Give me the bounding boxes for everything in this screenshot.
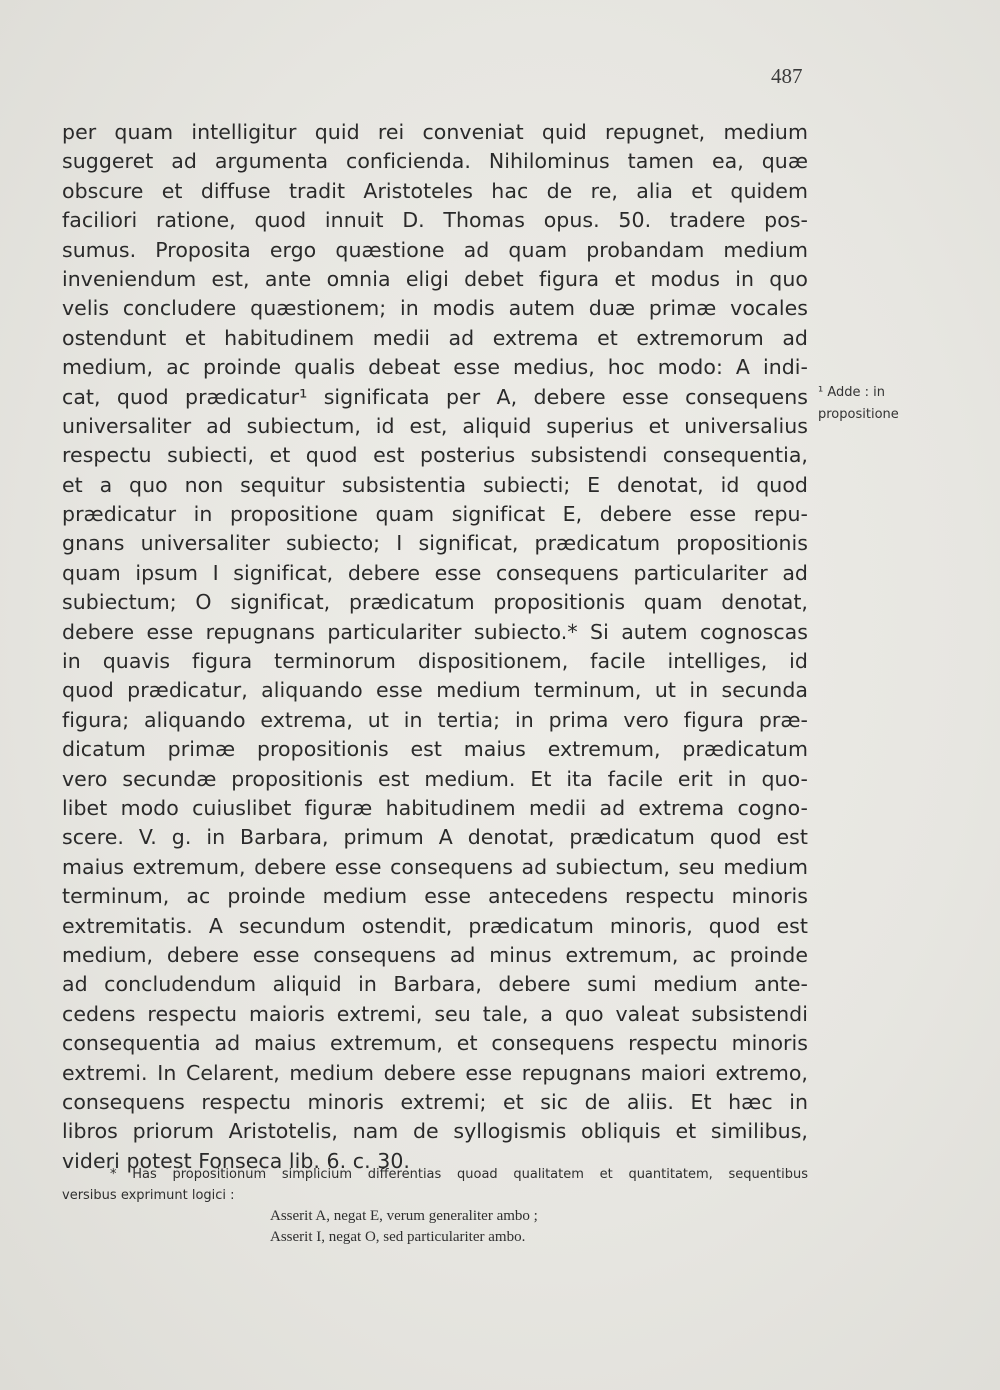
text-line: velis concludere quæstionem; in modis autem duæ primæ vocales <box>62 296 808 321</box>
text-line: respectu subiecti, et quod est posterius subsistendi consequentia, <box>62 443 808 468</box>
text-line: per quam intelligitur quid rei conveniat quid repugnet, medium <box>62 120 808 144</box>
text-line: quod prædicatur, aliquando esse medium terminum, ut in secunda <box>62 678 808 703</box>
page-number: 487 <box>771 64 803 88</box>
margin-note-line: ¹ Adde : in <box>818 385 886 400</box>
text-line: suggeret ad argumenta conficienda. Nihilominus tamen ea, quæ <box>62 149 808 174</box>
text-line: in quavis figura terminorum dispositionem, facile intelliges, id <box>62 649 808 674</box>
text-line: maius extremum, debere esse consequens ad subiectum, seu medium <box>62 854 808 879</box>
text-line: ostendunt et habitudinem medii ad extrema et extremorum ad <box>62 325 808 350</box>
text-line: et a quo non sequitur subsistentia subiecti; E denotat, id quod <box>62 472 808 497</box>
text-line: dicatum primæ propositionis est maius extremum, prædicatum <box>62 737 808 762</box>
text-line: debere esse repugnans particulariter subiecto.* Si autem cognoscas <box>62 619 808 644</box>
footnote <box>62 1164 808 1248</box>
text-line: extremi. In Celarent, medium debere esse repugnans maiori extremo, <box>62 1060 808 1085</box>
text-line: scere. V. g. in Barbara, primum A denotat, prædicatum quod est <box>62 825 808 850</box>
text-line: figura; aliquando extrema, ut in tertia; in prima vero figura præ- <box>62 707 808 732</box>
main-text-block <box>62 118 808 1176</box>
text-line: extremitatis. A secundum ostendit, prædicatum minoris, quod est <box>62 913 808 938</box>
text-line: libet modo cuiuslibet figuræ habitudinem medii ad extrema cogno- <box>62 795 808 820</box>
margin-note <box>818 382 948 426</box>
text-line: subiectum; O significat, prædicatum propositionis quam denotat, <box>62 590 808 615</box>
margin-note-line: propositione <box>818 407 899 422</box>
text-line: sumus. Proposita ergo quæstione ad quam probandam medium <box>62 237 808 262</box>
text-line: inveniendum est, ante omnia eligi debet figura et modus in quo <box>62 266 808 291</box>
text-line: libros priorum Aristotelis, nam de syllogismis obliquis et similibus, <box>62 1119 808 1144</box>
text-line: medium, debere esse consequens ad minus extremum, ac proinde <box>62 942 808 967</box>
footnote-verse: Asserit I, negat O, sed particulariter ambo. <box>270 1229 526 1245</box>
text-line: ad concludendum aliquid in Barbara, debere sumi medium ante- <box>62 972 808 997</box>
text-line: cat, quod prædicatur¹ significata per A, debere esse consequens <box>62 384 808 409</box>
text-line: universaliter ad subiectum, id est, aliquid superius et universalius <box>62 413 808 438</box>
text-line: videri potest Fonseca lib. 6. c. 30. <box>62 1148 410 1173</box>
text-line: faciliori ratione, quod innuit D. Thomas opus. 50. tradere pos- <box>62 208 808 233</box>
footnote-line: versibus exprimunt logici : <box>62 1188 235 1203</box>
text-line: consequentia ad maius extremum, et consequens respectu minoris <box>62 1031 808 1056</box>
text-line: cedens respectu maioris extremi, seu tale, a quo valeat subsistendi <box>62 1001 808 1026</box>
text-line: prædicatur in propositione quam significat E, debere esse repu- <box>62 502 808 527</box>
text-line: gnans universaliter subiecto; I significat, prædicatum propositionis <box>62 531 808 556</box>
text-line: obscure et diffuse tradit Aristoteles hac de re, alia et quidem <box>62 178 808 203</box>
text-line: terminum, ac proinde medium esse antecedens respectu minoris <box>62 884 808 909</box>
text-line: vero secundæ propositionis est medium. Et ita facile erit in quo- <box>62 766 808 791</box>
text-line: consequens respectu minoris extremi; et sic de aliis. Et hæc in <box>62 1089 808 1114</box>
footnote-verse: Asserit A, negat E, verum generaliter ambo ; <box>270 1208 538 1224</box>
text-line: quam ipsum I significat, debere esse consequens particulariter ad <box>62 560 808 585</box>
footnote-line: * Has propositionum simplicium differentias quoad qualitatem et quantitatem, sequentibus <box>110 1167 808 1182</box>
text-line: medium, ac proinde qualis debeat esse medius, hoc modo: A indi- <box>62 355 808 380</box>
